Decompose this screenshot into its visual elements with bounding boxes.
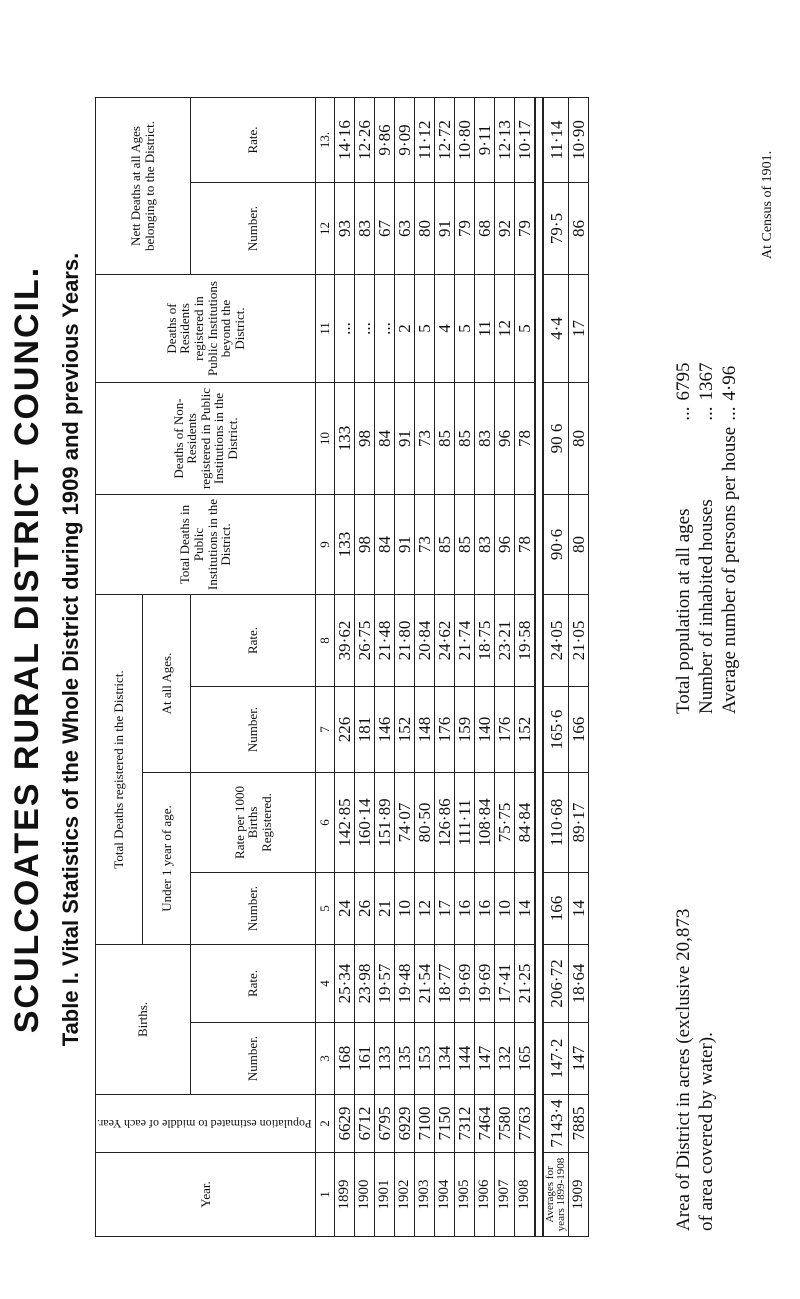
header-non-residents: Deaths of Non-Residents registered in Public Institutions in the District. (96, 383, 316, 495)
births-rate-cell: 18·64 (569, 945, 589, 1023)
header-population: Population estimated to middle of each Year. (96, 1095, 316, 1153)
nett-rate-cell: 12·72 (435, 98, 455, 183)
births-rate-cell: 17·41 (495, 945, 515, 1023)
under-1-rate-cell: 84·84 (515, 773, 536, 873)
deaths-number-cell: 159 (455, 687, 475, 773)
births-number-cell: 147·2 (543, 1023, 569, 1095)
nett-number-cell: 79·5 (543, 183, 569, 275)
residents-beyond-cell: 5 (515, 275, 536, 383)
under-1-rate-cell: 108·84 (475, 773, 495, 873)
census-label: At Census of 1901. (760, 150, 775, 259)
residents-beyond-cell: 11 (475, 275, 495, 383)
under-1-number-cell: 26 (355, 873, 375, 945)
births-rate-cell: 19·69 (455, 945, 475, 1023)
births-number-cell: 144 (455, 1023, 475, 1095)
residents-beyond-cell: 17 (569, 275, 589, 383)
under-1-rate-cell: 142·85 (335, 773, 355, 873)
nett-rate-cell: 12·26 (355, 98, 375, 183)
population-cell: 7464 (475, 1095, 495, 1153)
year-cell: 1906 (475, 1153, 495, 1237)
under-1-number-cell: 24 (335, 873, 355, 945)
institution-deaths-cell: 96 (495, 495, 515, 595)
column-number: 9 (316, 495, 335, 595)
population-value: 6795 (673, 362, 694, 401)
nett-number-cell: 79 (515, 183, 536, 275)
non-residents-cell: 80 (569, 383, 589, 495)
deaths-rate-cell: 20·84 (415, 595, 435, 687)
header-births-rate: Rate. (190, 945, 315, 1023)
under-1-rate-cell: 160·14 (355, 773, 375, 873)
under-1-rate-cell: 110·68 (543, 773, 569, 873)
residents-beyond-cell: ... (375, 275, 395, 383)
institution-deaths-cell: 90·6 (543, 495, 569, 595)
under-1-rate-cell: 126·86 (435, 773, 455, 873)
nett-rate-cell: 9·86 (375, 98, 395, 183)
population-cell: 6929 (395, 1095, 415, 1153)
header-births-number: Number. (190, 1023, 315, 1095)
nett-rate-cell: 10·17 (515, 98, 536, 183)
non-residents-cell: 133 (335, 383, 355, 495)
year-cell: 1899 (335, 1153, 355, 1237)
deaths-rate-cell: 21·05 (569, 595, 589, 687)
births-number-cell: 168 (335, 1023, 355, 1095)
nett-number-cell: 63 (395, 183, 415, 275)
year-cell: 1907 (495, 1153, 515, 1237)
births-rate-cell: 23·98 (355, 945, 375, 1023)
population-label: Total population at all ages (673, 508, 694, 714)
area-label-continued: of area covered by water). (696, 1032, 717, 1231)
houses-value: 1367 (696, 362, 717, 401)
deaths-rate-cell: 21·80 (395, 595, 415, 687)
under-1-rate-cell: 151·89 (375, 773, 395, 873)
deaths-rate-cell: 24·62 (435, 595, 455, 687)
table-row (355, 98, 375, 1237)
non-residents-cell: 85 (435, 383, 455, 495)
births-rate-cell: 19·69 (475, 945, 495, 1023)
residents-beyond-cell: 2 (395, 275, 415, 383)
nett-rate-cell: 10·80 (455, 98, 475, 183)
population-cell: 7763 (515, 1095, 536, 1153)
nett-rate-cell: 12·13 (495, 98, 515, 183)
column-number: 3 (316, 1023, 335, 1095)
non-residents-cell: 96 (495, 383, 515, 495)
column-number: 10 (316, 383, 335, 495)
header-all-ages-rate: Rate. (190, 595, 315, 687)
deaths-number-cell: 226 (335, 687, 355, 773)
population-cell: 7143·4 (543, 1095, 569, 1153)
column-number-row (316, 98, 335, 1237)
under-1-number-cell: 10 (395, 873, 415, 945)
deaths-number-cell: 176 (495, 687, 515, 773)
births-number-cell: 161 (355, 1023, 375, 1095)
institution-deaths-cell: 73 (415, 495, 435, 595)
deaths-rate-cell: 21·74 (455, 595, 475, 687)
deaths-number-cell: 181 (355, 687, 375, 773)
under-1-number-cell: 166 (543, 873, 569, 945)
header-under-1: Under 1 year of age. (143, 773, 190, 945)
deaths-number-cell: 146 (375, 687, 395, 773)
population-cell: 6712 (355, 1095, 375, 1153)
header-all-ages: At all Ages. (143, 595, 190, 773)
under-1-rate-cell: 74·07 (395, 773, 415, 873)
under-1-number-cell: 14 (569, 873, 589, 945)
under-1-rate-cell: 80·50 (415, 773, 435, 873)
nett-number-cell: 67 (375, 183, 395, 275)
column-number: 5 (316, 873, 335, 945)
table-row (415, 98, 435, 1237)
header-under-1-rate: Rate per 1000 Births Registered. (190, 773, 315, 873)
under-1-number-cell: 17 (435, 873, 455, 945)
deaths-rate-cell: 39·62 (335, 595, 355, 687)
non-residents-cell: 90 6 (543, 383, 569, 495)
table-row (475, 98, 495, 1237)
births-rate-cell: 21·54 (415, 945, 435, 1023)
persons-value: 4·96 (719, 365, 740, 401)
institution-deaths-cell: 80 (569, 495, 589, 595)
header-under-1-number: Number. (190, 873, 315, 945)
houses-dots: ... (696, 406, 717, 421)
births-rate-cell: 25·34 (335, 945, 355, 1023)
under-1-rate-cell: 75·75 (495, 773, 515, 873)
column-number: 6 (316, 773, 335, 873)
year-cell: 1903 (415, 1153, 435, 1237)
deaths-number-cell: 152 (395, 687, 415, 773)
table-row (395, 98, 415, 1237)
population-dots: ... (673, 406, 694, 421)
table-row (515, 98, 536, 1237)
births-rate-cell: 21·25 (515, 945, 536, 1023)
non-residents-cell: 91 (395, 383, 415, 495)
institution-deaths-cell: 84 (375, 495, 395, 595)
year-cell: 1909 (569, 1153, 589, 1237)
births-number-cell: 133 (375, 1023, 395, 1095)
residents-beyond-cell: 5 (415, 275, 435, 383)
under-1-number-cell: 10 (495, 873, 515, 945)
header-residents-beyond: Deaths of Residents registered in Public Institutions beyond the District. (96, 275, 316, 383)
table-title: Table I. Vital Statistics of the Whole District during 1909 and previous Years. (58, 252, 83, 1047)
deaths-rate-cell: 24·05 (543, 595, 569, 687)
council-title: SCULCOATES RURAL DISTRICT COUNCIL. (8, 265, 46, 1034)
nett-rate-cell: 11·14 (543, 98, 569, 183)
census-summary (672, 357, 741, 714)
houses-label: Number of inhabited houses (696, 499, 717, 714)
year-cell: 1901 (375, 1153, 395, 1237)
non-residents-cell: 85 (455, 383, 475, 495)
births-number-cell: 132 (495, 1023, 515, 1095)
nett-number-cell: 92 (495, 183, 515, 275)
year-cell: 1904 (435, 1153, 455, 1237)
deaths-rate-cell: 18·75 (475, 595, 495, 687)
residents-beyond-cell: 4·4 (543, 275, 569, 383)
births-rate-cell: 18·77 (435, 945, 455, 1023)
year-cell: Averages for years 1899-1908 (543, 1153, 569, 1237)
year-rows (335, 98, 589, 1237)
under-1-number-cell: 21 (375, 873, 395, 945)
deaths-rate-cell: 19·58 (515, 595, 536, 687)
under-1-number-cell: 16 (455, 873, 475, 945)
population-cell: 7312 (455, 1095, 475, 1153)
institution-deaths-cell: 83 (475, 495, 495, 595)
nett-number-cell: 80 (415, 183, 435, 275)
nett-number-cell: 83 (355, 183, 375, 275)
institution-deaths-cell: 91 (395, 495, 415, 595)
residents-beyond-cell: 4 (435, 275, 455, 383)
header-total-deaths: Total Deaths registered in the District. (96, 595, 143, 945)
header-births: Births. (96, 945, 191, 1095)
column-number: 12 (316, 183, 335, 275)
under-1-number-cell: 12 (415, 873, 435, 945)
deaths-number-cell: 166 (569, 687, 589, 773)
header-nett-deaths: Nett Deaths at all Ages belonging to the District. (96, 98, 191, 275)
column-number: 8 (316, 595, 335, 687)
average-row (543, 98, 569, 1237)
births-number-cell: 147 (569, 1023, 589, 1095)
under-1-number-cell: 16 (475, 873, 495, 945)
deaths-rate-cell: 21·48 (375, 595, 395, 687)
population-cell: 7100 (415, 1095, 435, 1153)
year-cell: 1905 (455, 1153, 475, 1237)
column-number: 4 (316, 945, 335, 1023)
table-row (435, 98, 455, 1237)
deaths-number-cell: 165·6 (543, 687, 569, 773)
nett-number-cell: 68 (475, 183, 495, 275)
institution-deaths-cell: 85 (435, 495, 455, 595)
persons-dots: ... (719, 406, 740, 421)
nett-rate-cell: 9·11 (475, 98, 495, 183)
header-all-ages-number: Number. (190, 687, 315, 773)
under-1-rate-cell: 89·17 (569, 773, 589, 873)
area-value: 20,873 (673, 908, 694, 961)
header-year: Year. (96, 1153, 316, 1237)
column-number: 11 (316, 275, 335, 383)
births-rate-cell: 19·57 (375, 945, 395, 1023)
births-number-cell: 165 (515, 1023, 536, 1095)
nett-rate-cell: 11·12 (415, 98, 435, 183)
deaths-rate-cell: 23·21 (495, 595, 515, 687)
residents-beyond-cell: ... (335, 275, 355, 383)
deaths-number-cell: 148 (415, 687, 435, 773)
deaths-number-cell: 152 (515, 687, 536, 773)
non-residents-cell: 84 (375, 383, 395, 495)
area-note (672, 909, 718, 1231)
row-separator-cell (535, 98, 543, 1237)
table-row (455, 98, 475, 1237)
residents-beyond-cell: ... (355, 275, 375, 383)
nett-rate-cell: 10·90 (569, 98, 589, 183)
population-cell: 7150 (435, 1095, 455, 1153)
nett-number-cell: 79 (455, 183, 475, 275)
under-1-number-cell: 14 (515, 873, 536, 945)
non-residents-cell: 83 (475, 383, 495, 495)
header-institution-deaths: Total Deaths in Public Institutions in the District. (96, 495, 316, 595)
table-row (375, 98, 395, 1237)
header-nett-rate: Rate. (190, 98, 315, 183)
table-row (495, 98, 515, 1237)
births-number-cell: 134 (435, 1023, 455, 1095)
nett-number-cell: 93 (335, 183, 355, 275)
births-rate-cell: 19·48 (395, 945, 415, 1023)
births-number-cell: 153 (415, 1023, 435, 1095)
row-separator (535, 98, 543, 1237)
year-cell: 1908 (515, 1153, 536, 1237)
column-number: 7 (316, 687, 335, 773)
year-cell: 1902 (395, 1153, 415, 1237)
column-number: 1 (316, 1153, 335, 1237)
institution-deaths-cell: 133 (335, 495, 355, 595)
institution-deaths-cell: 98 (355, 495, 375, 595)
nett-number-cell: 91 (435, 183, 455, 275)
non-residents-cell: 78 (515, 383, 536, 495)
column-number: 2 (316, 1095, 335, 1153)
under-1-rate-cell: 111·11 (455, 773, 475, 873)
vital-statistics-table (95, 97, 589, 1237)
population-cell: 7580 (495, 1095, 515, 1153)
deaths-number-cell: 176 (435, 687, 455, 773)
institution-deaths-cell: 85 (455, 495, 475, 595)
table-row (335, 98, 355, 1237)
births-rate-cell: 206·72 (543, 945, 569, 1023)
area-label: Area of District in acres (exclusive (673, 965, 694, 1231)
institution-deaths-cell: 78 (515, 495, 536, 595)
residents-beyond-cell: 5 (455, 275, 475, 383)
non-residents-cell: 98 (355, 383, 375, 495)
population-cell: 6629 (335, 1095, 355, 1153)
births-number-cell: 147 (475, 1023, 495, 1095)
nett-rate-cell: 14·16 (335, 98, 355, 183)
deaths-number-cell: 140 (475, 687, 495, 773)
year-cell: 1900 (355, 1153, 375, 1237)
residents-beyond-cell: 12 (495, 275, 515, 383)
persons-label: Average number of persons per house (719, 426, 740, 714)
nett-number-cell: 86 (569, 183, 589, 275)
column-number: 13. (316, 98, 335, 183)
non-residents-cell: 73 (415, 383, 435, 495)
header-nett-number: Number. (190, 183, 315, 275)
current-year-row (569, 98, 589, 1237)
nett-rate-cell: 9·09 (395, 98, 415, 183)
population-cell: 7885 (569, 1095, 589, 1153)
population-cell: 6795 (375, 1095, 395, 1153)
deaths-rate-cell: 26·75 (355, 595, 375, 687)
births-number-cell: 135 (395, 1023, 415, 1095)
